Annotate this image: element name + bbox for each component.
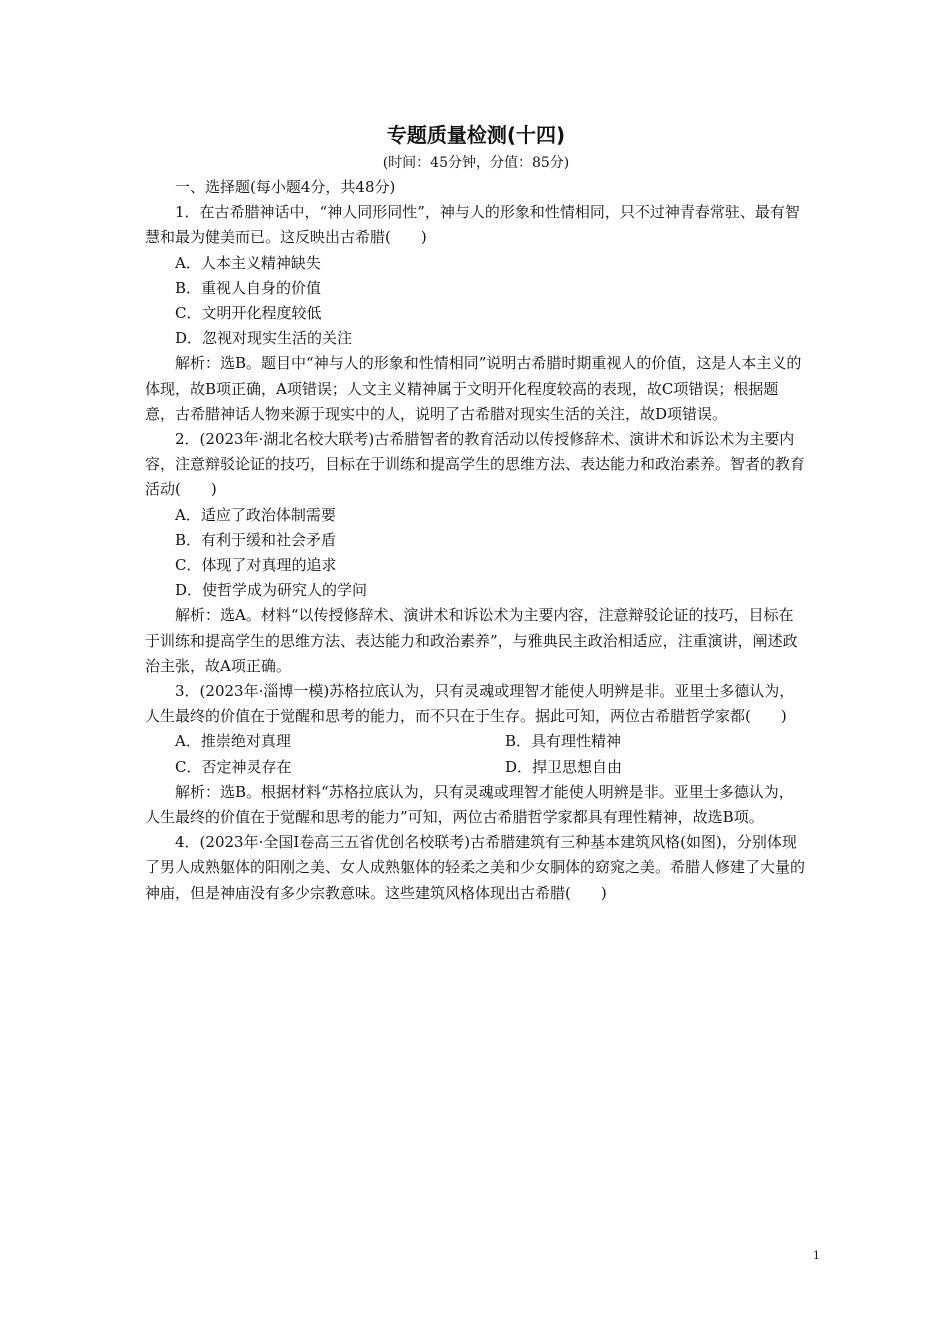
document-body	[145, 121, 807, 906]
exam-info: (时间：45分钟，分值：85分)	[382, 155, 570, 171]
page-title: 专题质量检测(十四)	[386, 123, 566, 147]
question-2-analysis: 解析：选A。材料“以传授修辞术、演讲术和诉讼术为主要内容，注意辩驳论证的技巧，目标在于训练和提高学生的思维方法、表达能力和政治素养”，与雅典民主政治相适应，注重演讲，阐述政治主张，故A项正确。	[145, 606, 798, 675]
question-3-options-row-2	[145, 755, 807, 780]
question-4-stem: 4．(2023年·全国Ⅰ卷高三五省优创名校联考)古希腊建筑有三种基本建筑风格(如图)，分别体现了男人成熟躯体的阳刚之美、女人成熟躯体的轻柔之美和少女胴体的窈窕之美。希腊人修建了大量的神庙，但是神庙没有多少宗教意味。这些建筑风格体现出古希腊( )	[145, 833, 806, 902]
question-3-option-b: B．具有理性精神	[505, 732, 622, 751]
question-3-option-a: A．推崇绝对真理	[175, 732, 291, 751]
question-1-analysis: 解析：选B。题目中“神与人的形象和性情相同”说明古希腊时期重视人的价值，这是人本主义的体现，故B项正确，A项错误；人文主义精神属于文明开化程度较高的表现，故C项错误；根据题意，古希腊神话人物来源于现实中的人，说明了古希腊对现实生活的关注，故D项错误。	[145, 354, 802, 423]
question-1-option-d: D．忽视对现实生活的关注	[175, 329, 353, 348]
question-1-option-a: A．人本主义精神缺失	[175, 253, 321, 272]
question-1-option-c: C．文明开化程度较低	[175, 304, 322, 323]
question-2-option-d: D．使哲学成为研究人的学问	[175, 581, 368, 600]
question-2-option-b: B．有利于缓和社会矛盾	[175, 530, 337, 549]
page-number: 1	[813, 1247, 820, 1262]
question-3-stem: 3．(2023年·淄博一模)苏格拉底认为，只有灵魂或理智才能使人明辨是非。亚里士多德认为，人生最终的价值在于觉醒和思考的能力，而不只在于生存。据此可知，两位古希腊哲学家都( )	[145, 682, 795, 726]
question-2-option-a: A．适应了政治体制需要	[175, 505, 336, 524]
section-heading: 一、选择题(每小题4分，共48分)	[175, 178, 396, 196]
question-1-option-b: B．重视人自身的价值	[175, 278, 322, 297]
question-1-stem: 1．在古希腊神话中，“神人同形同性”，神与人的形象和性情相同，只不过神青春常驻、最有智慧和最为健美而已。这反映出古希腊( )	[145, 203, 800, 247]
question-3-option-d: D．捍卫思想自由	[505, 757, 623, 776]
question-3-analysis: 解析：选B。根据材料“苏格拉底认为，只有灵魂或理智才能使人明辨是非。亚里士多德认为，人生最终的价值在于觉醒和思考的能力”可知，两位古希腊哲学家都具有理性精神，故选B项。	[145, 782, 794, 827]
question-3-options-row-1	[145, 729, 807, 754]
question-2-option-c: C．体现了对真理的追求	[175, 556, 337, 575]
question-3-option-c: C．否定神灵存在	[175, 757, 292, 776]
question-2-stem: 2．(2023年·湖北名校大联考)古希腊智者的教育活动以传授修辞术、演讲术和诉讼术为主要内容，注意辩驳论证的技巧，目标在于训练和提高学生的思维方法、表达能力和政治素养。智者的教育活动( )	[145, 430, 806, 499]
